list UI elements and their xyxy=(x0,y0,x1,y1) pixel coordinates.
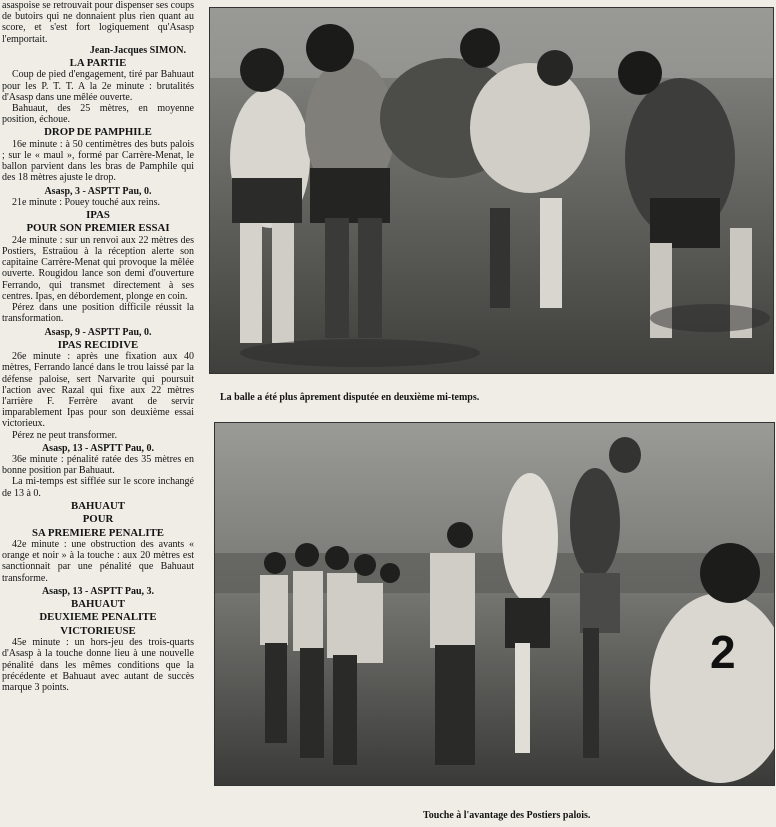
article-lead: asaspoise se retrouvait pour dispenser ses coups de butoirs qui ne donnaient plus rien quant au score, et s'est fort logiquement qu'Asasp l'emportait. xyxy=(2,0,194,45)
section-heading: POUR SON PREMIER ESSAI xyxy=(26,222,170,235)
article-paragraph: Bahuaut, des 25 mètres, en moyenne position, échoue. xyxy=(2,103,194,126)
score-line: Asasp, 9 - ASPTT Pau, 0. xyxy=(44,326,152,338)
article-paragraph: Pérez ne peut transformer. xyxy=(12,429,117,441)
article-author: Jean-Jacques SIMON. xyxy=(89,44,186,56)
score-line: Asasp, 13 - ASPTT Pau, 0. xyxy=(41,442,155,454)
section-heading: DROP DE PAMPHILE xyxy=(44,126,152,139)
article-paragraph: Pérez dans une position difficile réussit la transformation. xyxy=(2,302,194,325)
article-paragraph: 26e minute : après une fixation aux 40 mètres, Ferrando lancé dans le trou laissé par la défense paloise, sert Narvarite qui poursuit l'action avec Razal qui fixe aux 22 mètres l'arrière F. Ferrère avant de servir imparablement Ipas pour son deuxième essai victorieux. xyxy=(2,351,194,430)
photo-lineout-image xyxy=(215,423,774,785)
section-heading: POUR xyxy=(82,513,114,526)
article-paragraph: 21e minute : Pouey touché aux reins. xyxy=(12,196,161,208)
article-paragraph: 36e minute : pénalité ratée des 35 mètres en bonne position par Bahuaut. xyxy=(2,453,194,477)
article-paragraph: 24e minute : sur un renvoi aux 22 mètres des Postiers, Estraüou à la réception alerte son capitaine Carrère-Menat qui provoque la mêlée ouverte. Rougidou lance son demi d'ouverture Ferrando, qui transmet directement à ses centres. Ipas, en débordement, plonge en coin. xyxy=(2,234,194,302)
section-heading: IPAS xyxy=(86,209,110,222)
section-heading: DEUXIEME PENALITE xyxy=(39,611,157,624)
photo-maul xyxy=(209,7,774,374)
photo-lineout xyxy=(214,422,775,786)
section-heading: IPAS RECIDIVE xyxy=(57,338,139,351)
article-paragraph: 16e minute : à 50 centimètres des buts palois ; sur le « maul », formé par Carrère-Menat, le ballon parvient dans les bras de Pamphile qui des 18 mètres ajuste le drop. xyxy=(2,138,194,184)
jersey-number: 2 xyxy=(710,626,736,678)
article-paragraph: La mi-temps est sifflée sur le score inchangé de 13 à 0. xyxy=(2,476,194,499)
score-line: Asasp, 13 - ASPTT Pau, 3. xyxy=(41,585,155,597)
article-body xyxy=(2,58,194,693)
article-paragraph: Coup de pied d'engagement, tiré par Bahuaut pour les P. T. T. A la 2e minute : brutalités d'Asasp dans une mêlée ouverte. xyxy=(2,69,194,103)
photo-maul-caption: La balle a été plus âprement disputée en deuxième mi-temps. xyxy=(220,392,480,403)
photo-lineout-caption: Touche à l'avantage des Postiers palois. xyxy=(423,810,591,821)
section-heading: SA PREMIERE PENALITE xyxy=(32,526,164,539)
article-paragraph: 45e minute : un hors-jeu des trois-quarts d'Asasp à la touche donne lieu à une nouvelle pénalité dans les mêmes conditions que la précédente et Bahuaut avec autant de succès marque 3 points. xyxy=(2,637,194,694)
section-heading: VICTORIEUSE xyxy=(60,624,136,637)
article-column xyxy=(2,0,194,827)
section-heading: BAHUAUT xyxy=(71,499,125,512)
score-line: Asasp, 3 - ASPTT Pau, 0. xyxy=(44,185,152,197)
photo-maul-image xyxy=(210,8,773,373)
section-heading: BAHUAUT xyxy=(71,597,125,610)
article-paragraph: 42e minute : une obstruction des avants « orange et noir » à la touche : aux 20 mètres est sanctionnait par une pénalité que Bahuaut transforme. xyxy=(2,538,194,584)
section-heading: LA PARTIE xyxy=(69,57,127,70)
